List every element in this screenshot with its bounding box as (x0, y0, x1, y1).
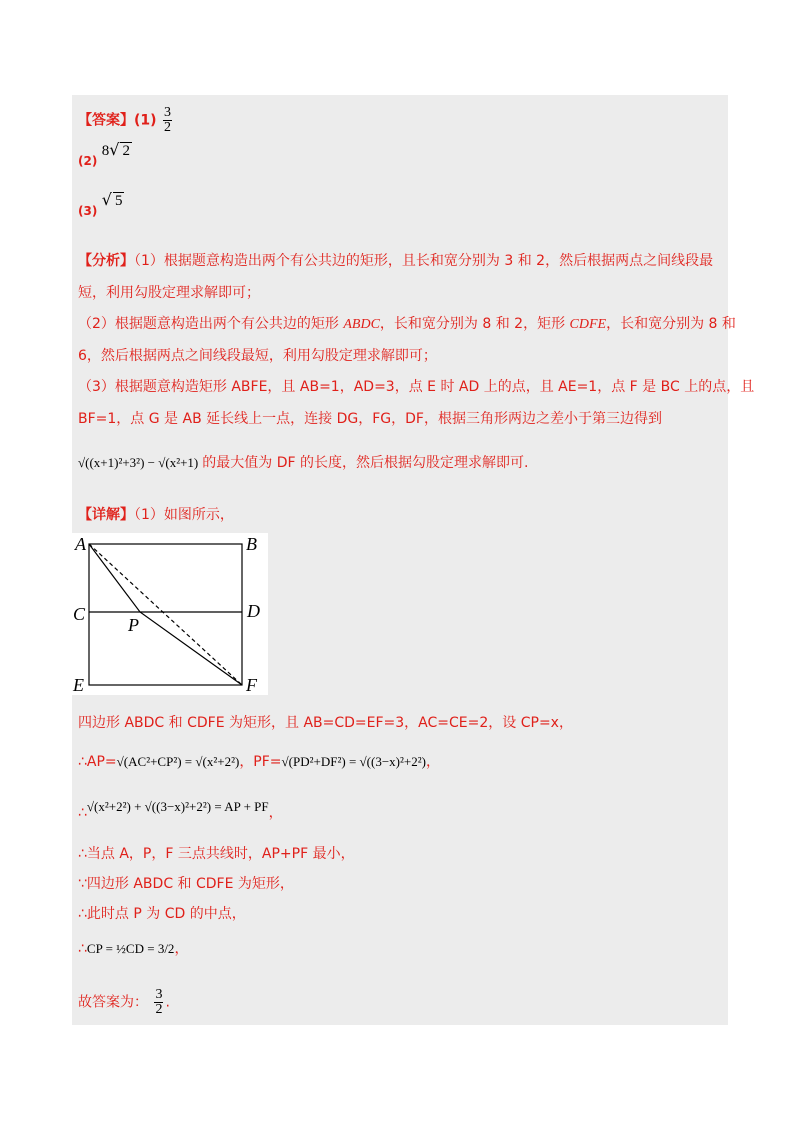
label-p: P (128, 615, 139, 635)
detail-s3b: ， (268, 805, 283, 821)
analysis-line-6: BF=1，点 G 是 AB 延长线上一点，连接 DG，FG，DF，根据三角形两边之差小于第三边得到 (78, 411, 662, 427)
answer-tag: 【答案】 (78, 112, 134, 129)
answer-line-2 (78, 140, 132, 171)
answer-3-radicand: 5 (114, 193, 123, 209)
analysis-line-3 (78, 314, 736, 335)
analysis-7-expression: √((x+1)²+3²) − √(x²+1) (78, 455, 199, 470)
detail-s7a: ∴ (78, 941, 87, 957)
detail-s7b: ， (174, 941, 189, 957)
answer-1-numerator: 3 (164, 105, 171, 120)
detail-s8-label: 故答案为： (78, 994, 148, 1011)
label-d: D (247, 601, 260, 621)
analysis-3d: CDFE (569, 317, 607, 332)
label-e: E (73, 675, 84, 695)
analysis-3a: （2）根据题意构造出两个有公共边的矩形 (78, 316, 344, 332)
detail-line-s5: ∵四边形 ABDC 和 CDFE 为矩形， (78, 876, 294, 892)
detail-s8-denominator: 2 (155, 1002, 163, 1017)
answer-3-expression: √ 5 (101, 190, 123, 209)
label-b: B (246, 534, 257, 554)
detail-line-s1: 四边形 ABDC 和 CDFE 为矩形，且 AB=CD=EF=3，AC=CE=2，设 CP=x， (78, 715, 573, 731)
label-f: F (246, 675, 257, 695)
analysis-tag: 【分析】 (78, 253, 134, 269)
analysis-line-5: （3）根据题意构造矩形 ABFE，且 AB=1，AD=3，点 E 时 AD 上的点，且 AE=1，点 F 是 BC 上的点，且 (78, 379, 755, 395)
analysis-text-1: （1）根据题意构造出两个有公共边的矩形，且长和宽分别为 3 和 2，然后根据两点之间线段最 (134, 253, 714, 269)
answer-1-denominator: 2 (164, 120, 171, 135)
answer-1-fraction (163, 106, 172, 135)
detail-line-s2 (78, 752, 440, 772)
label-a: A (75, 534, 86, 554)
answer-2-radicand: 2 (122, 143, 130, 159)
answer-part-3-label: (3) (78, 204, 98, 218)
detail-line-s3 (78, 799, 283, 823)
analysis-7-text: 的最大值为 DF 的长度，然后根据勾股定理求解即可. (202, 455, 529, 471)
detail-s3-expression: √(x²+2²) + √((3−x)²+2²) = AP + PF (86, 799, 269, 814)
detail-s2-expression-2: √(PD²+DF²) = √((3−x)²+2²) (281, 754, 426, 769)
analysis-3c: ，长和宽分别为 8 和 2，矩形 (379, 316, 570, 332)
detail-intro: （1）如图所示， (134, 507, 234, 523)
detail-line-s8 (78, 988, 170, 1017)
label-c: C (73, 604, 86, 624)
detail-line-s4: ∴当点 A，P，F 三点共线时，AP+PF 最小， (78, 846, 355, 862)
detail-s8-end: . (165, 994, 170, 1011)
answer-part-1-label: (1) (134, 112, 157, 129)
answer-2-coef: 8 (101, 143, 110, 159)
analysis-line-2: 短，利用勾股定理求解即可； (78, 285, 260, 301)
answer-line-1 (78, 106, 174, 135)
answer-line-3 (78, 190, 124, 221)
answer-part-2-label: (2) (78, 154, 98, 168)
detail-s3a: ∴ (78, 805, 87, 821)
detail-line-1 (78, 505, 234, 525)
analysis-line-4: 6，然后根据两点之间线段最短，利用勾股定理求解即可； (78, 348, 437, 364)
detail-s2b: ，PF= (239, 754, 282, 770)
detail-s2c: ， (425, 754, 440, 770)
geometry-figure (72, 533, 268, 695)
analysis-3e: ，长和宽分别为 8 和 (606, 316, 736, 332)
detail-s8-numerator: 3 (155, 987, 163, 1002)
detail-s8-fraction (154, 988, 163, 1017)
analysis-3b: ABDC (343, 317, 380, 332)
analysis-line-1 (78, 251, 713, 271)
answer-2-expression: 8√ 2 (101, 140, 130, 159)
detail-tag: 【详解】 (78, 507, 134, 523)
detail-s7-expression: CP = ½CD = 3/2 (86, 941, 175, 956)
detail-line-s6: ∴此时点 P 为 CD 的中点， (78, 906, 246, 922)
detail-s2-expression-1: √(AC²+CP²) = √(x²+2²) (116, 754, 240, 769)
detail-s2a: ∴AP= (78, 754, 117, 770)
analysis-line-7 (78, 453, 528, 473)
detail-line-s7 (78, 939, 188, 959)
